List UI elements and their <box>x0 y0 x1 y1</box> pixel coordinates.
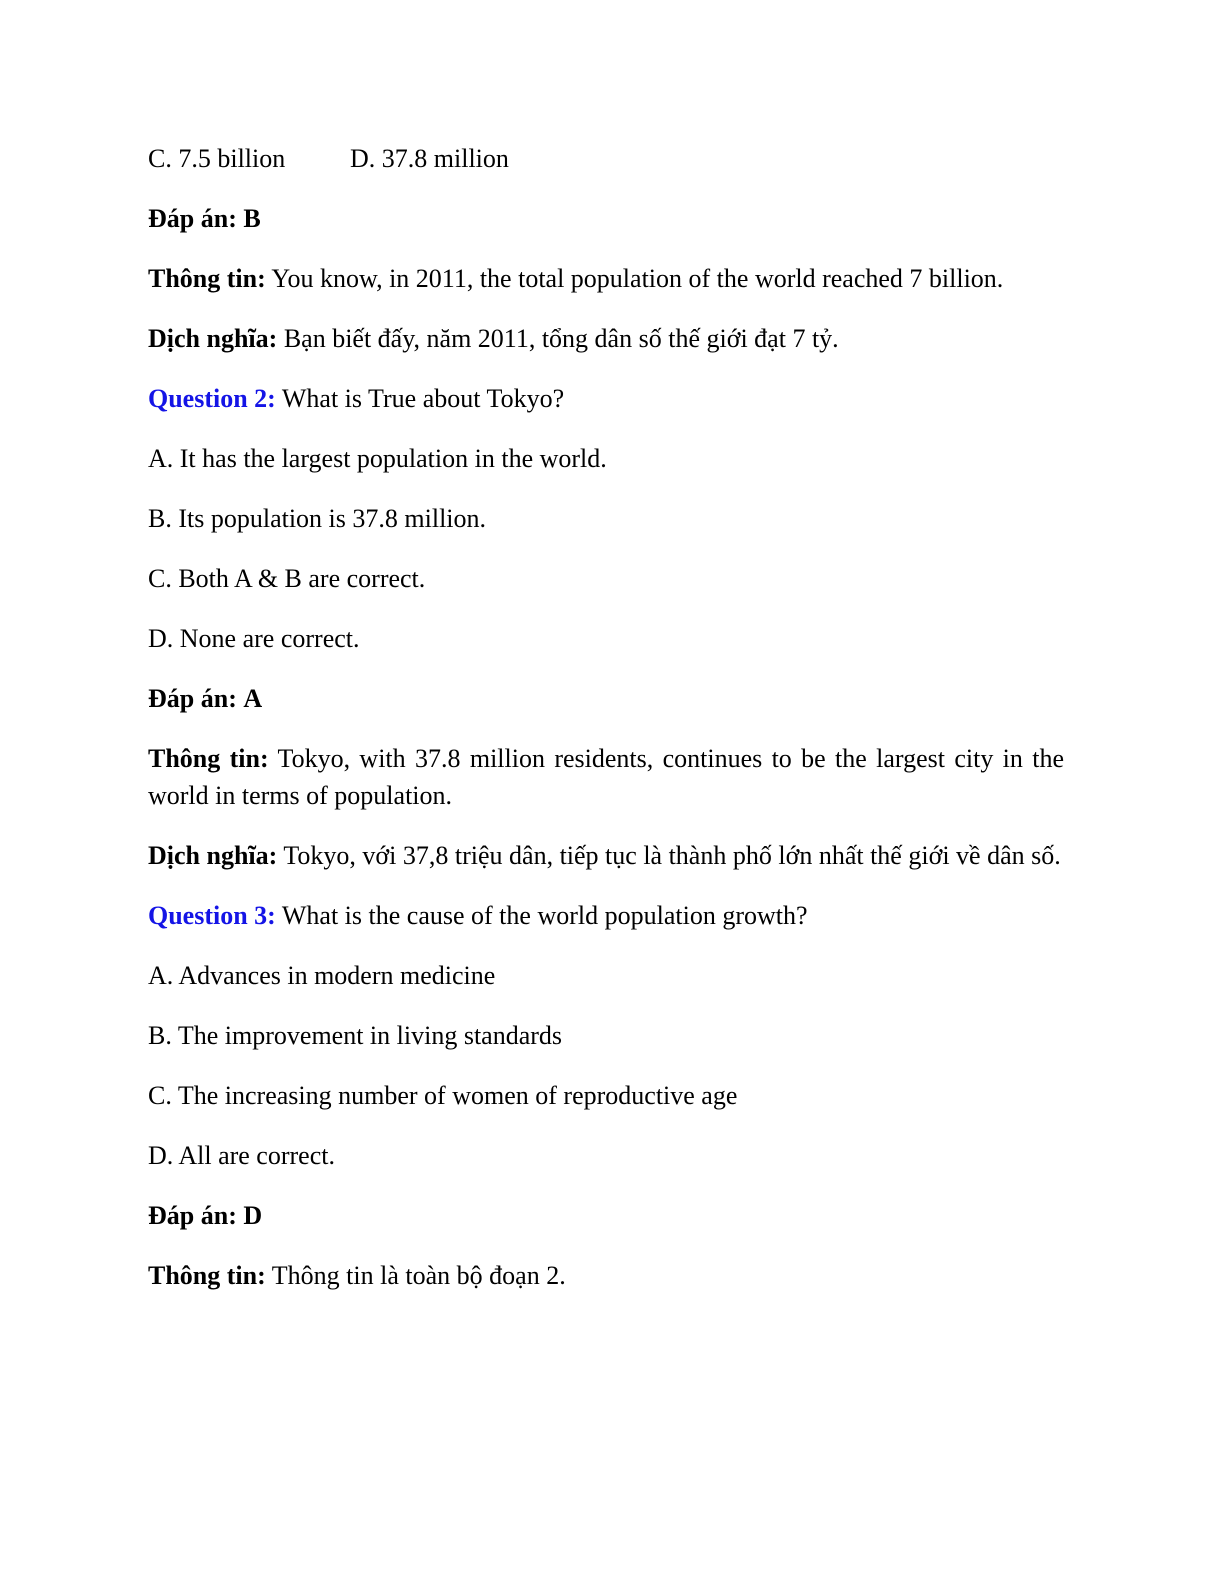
q2-info-text: Tokyo, with 37.8 million residents, continues to be the largest city in the world in terms of population. <box>148 744 1065 810</box>
document-page <box>148 140 1064 1317</box>
q3-question <box>148 897 1064 934</box>
q1-translation <box>148 320 1064 357</box>
q3-option-c: C. The increasing number of women of reproductive age <box>148 1081 738 1110</box>
q1-option-c: C. 7.5 billion <box>148 144 286 173</box>
q2-option-b: B. Its population is 37.8 million. <box>148 504 487 533</box>
q3-info-text: Thông tin là toàn bộ đoạn 2. <box>271 1261 566 1290</box>
q2-label: Question 2: <box>148 384 276 413</box>
q2-option-c: C. Both A & B are correct. <box>148 564 426 593</box>
q1-option-d: D. 37.8 million <box>350 144 509 173</box>
q2-info-label: Thông tin: <box>148 744 269 773</box>
q3-answer <box>148 1197 1064 1234</box>
q1-answer-value: B <box>243 204 261 233</box>
q1-info-label: Thông tin: <box>148 264 266 293</box>
q1-info-text: You know, in 2011, the total population of the world reached 7 billion. <box>271 264 1004 293</box>
q1-info <box>148 260 1064 297</box>
q2-trans-label: Dịch nghĩa: <box>148 841 278 870</box>
q2-answer <box>148 680 1064 717</box>
q3-info <box>148 1257 1064 1294</box>
q2-option-a: A. It has the largest population in the world. <box>148 444 607 473</box>
q1-trans-label: Dịch nghĩa: <box>148 324 278 353</box>
q2-trans-text: Tokyo, với 37,8 triệu dân, tiếp tục là thành phố lớn nhất thế giới về dân số. <box>283 841 1061 870</box>
q3-answer-label: Đáp án: <box>148 1201 237 1230</box>
q2-question <box>148 380 1064 417</box>
q1-options-cd <box>148 140 1064 177</box>
q3-option-d: D. All are correct. <box>148 1141 335 1170</box>
q3-option-a: A. Advances in modern medicine <box>148 961 496 990</box>
q2-text: What is True about Tokyo? <box>281 384 565 413</box>
q2-option-d: D. None are correct. <box>148 624 360 653</box>
q1-answer <box>148 200 1064 237</box>
q3-label: Question 3: <box>148 901 276 930</box>
q3-text: What is the cause of the world population growth? <box>281 901 808 930</box>
q1-answer-label: Đáp án: <box>148 204 237 233</box>
q2-translation <box>148 837 1064 874</box>
q2-answer-label: Đáp án: <box>148 684 237 713</box>
q3-answer-value: D <box>243 1201 263 1230</box>
q2-answer-value: A <box>243 684 263 713</box>
q2-info <box>148 740 1064 814</box>
q3-option-b: B. The improvement in living standards <box>148 1021 563 1050</box>
q1-trans-text: Bạn biết đấy, năm 2011, tổng dân số thế giới đạt 7 tỷ. <box>283 324 839 353</box>
q3-info-label: Thông tin: <box>148 1261 266 1290</box>
